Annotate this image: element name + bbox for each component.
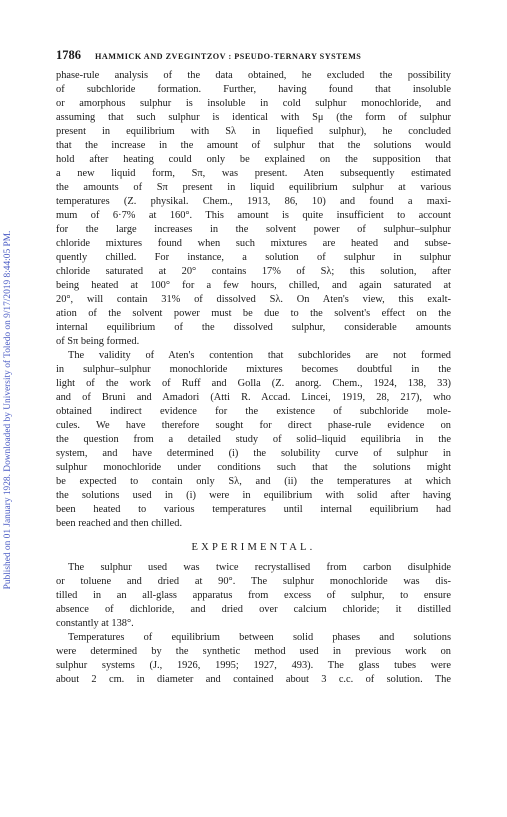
text-line: or toluene and dried at 90°. The sulphur monochloride was dis-	[56, 576, 451, 587]
text-line: The sulphur used was twice recrystallised from carbon disulphide	[68, 562, 451, 573]
text-line: Temperatures of equilibrium between solid phases and solutions	[68, 632, 451, 643]
text-line: being heated at 100° for a few hours, chilled, and again saturated at	[56, 280, 451, 291]
text-line: were determined by the synthetic method used in previous work on	[56, 646, 451, 657]
text-line: the solutions used in (i) were in equilibrium with solid after having	[56, 490, 451, 501]
paragraph-4	[56, 631, 451, 687]
text-line: temperatures (Z. physikal. Chem., 1913, 86, 10) and found a maxi-	[56, 196, 451, 207]
text-line: ation of the solvent power must be due to the solvent's effect on the	[56, 308, 451, 319]
text-line: of subchloride formation. Further, having found that insoluble	[56, 84, 451, 95]
text-line: constantly at 138°.	[56, 618, 134, 629]
text-line: phase-rule analysis of the data obtained, he excluded the possibility	[56, 70, 451, 81]
running-head	[56, 48, 451, 63]
text-line: about 2 cm. in diameter and contained about 3 c.c. of solution. The	[56, 674, 451, 685]
text-line: assuming that such sulphur is identical with Sμ (the form of sulphur	[56, 112, 451, 123]
text-line: chloride mixtures found when such mixtures are heated and subse-	[56, 238, 451, 249]
download-watermark-text: Published on 01 January 1928. Downloaded by University of Toledo on 9/17/2019 8:44:05 PM.	[3, 230, 13, 590]
text-line: the question from a detailed study of solid–liquid equilibria in the	[56, 434, 451, 445]
text-line: system, and have determined (i) the solubility curve of sulphur in	[56, 448, 451, 459]
text-line: hold after heating could only be explained on the supposition that	[56, 154, 451, 165]
text-line: in sulphur–sulphur monochloride mixtures becomes doubtful in the	[56, 364, 451, 375]
text-line: of Sπ being formed.	[56, 336, 140, 347]
text-line: been reached and then chilled.	[56, 518, 183, 529]
text-line: and of Bruni and Amadori (Atti R. Accad. Lincei, 1919, 28, 217), who	[56, 392, 451, 403]
text-line: 20°, will contain 31% of dissolved Sλ. On Aten's view, this exalt-	[56, 294, 451, 305]
text-line: absence of dichloride, and dried over calcium chloride; it distilled	[56, 604, 451, 615]
text-line: sulphur monochloride under conditions such that the solutions might	[56, 462, 451, 473]
page-number: 1786	[56, 48, 81, 62]
text-line: be expected to contain only Sλ, and (ii) the temperatures at which	[56, 476, 451, 487]
text-line: tilled in an all-glass apparatus from excess of sulphur, to ensure	[56, 590, 451, 601]
journal-page	[56, 48, 451, 687]
text-line: obtained indirect evidence for the existence of subchloride mole-	[56, 406, 451, 417]
download-watermark	[2, 100, 14, 720]
paragraph-1	[56, 69, 451, 349]
text-line: a new liquid form, Sπ, was present. Aten subsequently estimated	[56, 168, 451, 179]
text-line: for the large increases in the solvent power of sulphur–sulphur	[56, 224, 451, 235]
text-line: light of the work of Ruff and Golla (Z. anorg. Chem., 1924, 138, 33)	[56, 378, 451, 389]
paragraph-2	[56, 349, 451, 531]
text-line: cules. We have therefore sought for direct phase-rule evidence on	[56, 420, 451, 431]
text-line: quently chilled. For instance, a solution of sulphur in sulphur	[56, 252, 451, 263]
text-line: mum of 6·7% at 160°. This amount is quite insufficient to account	[56, 210, 451, 221]
text-line: the amounts of Sπ present in liquid equilibrium sulphur at various	[56, 182, 451, 193]
text-line: chloride saturated at 20° contains 17% of Sλ; this solution, after	[56, 266, 451, 277]
text-line: present in equilibrium with Sλ in liquefied sulphur), he concluded	[56, 126, 451, 137]
text-line: that the increase in the amount of sulphur that the solutions would	[56, 140, 451, 151]
text-line: The validity of Aten's contention that subchlorides are not formed	[68, 350, 451, 361]
text-line: sulphur systems (J., 1926, 1995; 1927, 493). The glass tubes were	[56, 660, 451, 671]
text-line: or amorphous sulphur is insoluble in cold sulphur monochloride, and	[56, 98, 451, 109]
text-line: internal equilibrium of the dissolved sulphur, considerable amounts	[56, 322, 451, 333]
paragraph-3	[56, 561, 451, 631]
section-heading: EXPERIMENTAL.	[191, 542, 316, 553]
text-line: been heated to various temperatures until internal equilibrium had	[56, 504, 451, 515]
running-title: HAMMICK AND ZVEGINTZOV : PSEUDO-TERNARY SYSTEMS	[95, 52, 362, 61]
